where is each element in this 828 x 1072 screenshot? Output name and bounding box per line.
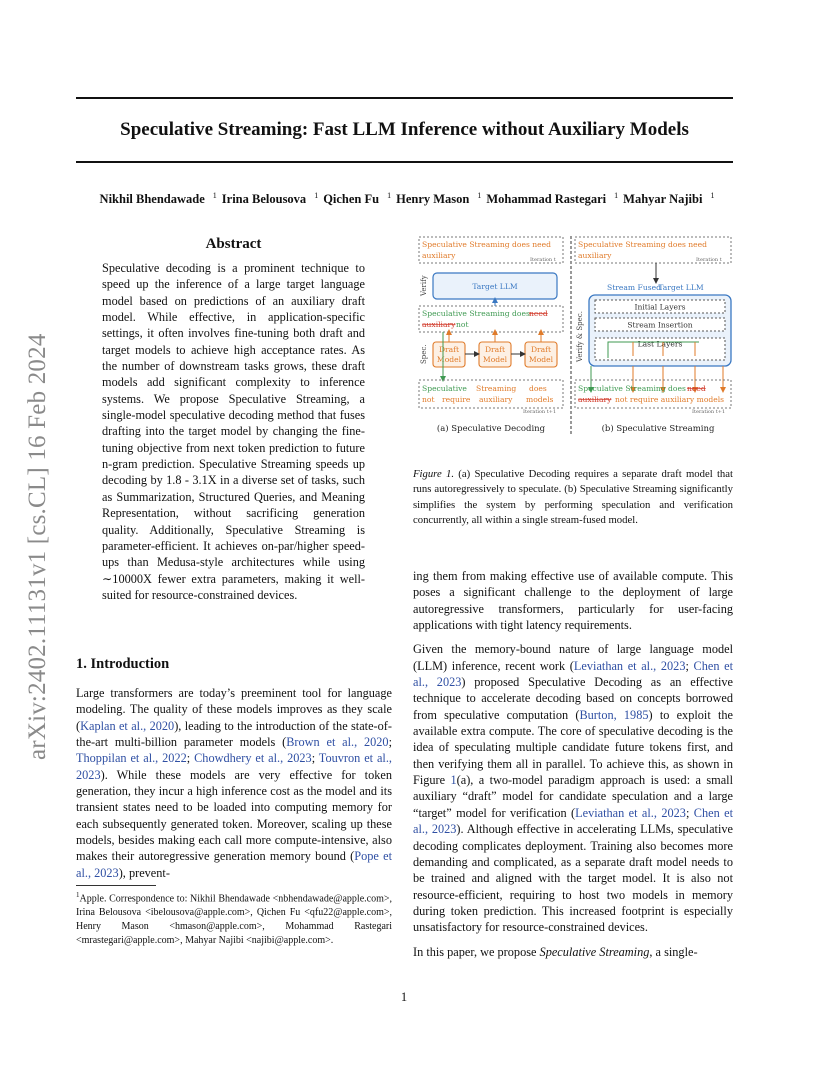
panel-a (419, 237, 563, 434)
svg-text:Model: Model (482, 355, 508, 364)
panel-a-iteration-top: Iteration t (530, 257, 556, 263)
right-paragraph-1: ing them from making effective use of available compute. This poses a significant challenge to the deployment of large autoregressive transformers, particularly for user-facing applications with tight latency requirements. (413, 569, 733, 633)
svg-text:Draft: Draft (438, 345, 460, 354)
initial-layers-label: Initial Layers (634, 302, 686, 312)
author-affiliation-mark: 1 (314, 191, 319, 200)
svg-text:Model: Model (528, 355, 554, 364)
panel-a-mid-text-1: Speculative Streaming does (422, 309, 530, 318)
figure-1-diagram (413, 232, 735, 442)
abstract-text: Speculative decoding is a prominent technique to speed up the inference of a large target language model based on predictions of an auxiliary draft model. While effective, in application-specific settings, it often involves fine-tuning both draft and target models to achieve high acceptance rates. As the number of downstream tasks grows, these draft models add significant complexity to inference systems. We propose Speculative Streaming, a single-model speculative decoding method that fuses drafting into the target model by changing the fine-tuning objective from next token prediction to future n-gram prediction. Speculative Streaming speeds up decoding by 1.8 - 3.1X in a diverse set of tasks, such as Summarization, Structured Queries, and Meaning Representation, without sacrificing generation quality. Additionally, Speculative Streaming is parameter-efficient. It achieves on-par/higher speed-ups than Medusa-style architectures while using ∼10000X fewer extra parameters, making it well-suited for resource-constrained devices. (102, 261, 365, 602)
panel-a-bottom-word-5: require (442, 395, 471, 404)
author-affiliation-mark: 1 (710, 191, 715, 200)
text-run: ) proposed Speculative Decoding as an effective technique to accelerate decoding based on concepts borrowed from speculative computation ( (413, 675, 733, 722)
footnote-rule (76, 885, 156, 886)
panel-b-top-text-1: Speculative Streaming does need (578, 240, 708, 249)
citation-link[interactable]: Brown et al., 2020 (286, 735, 389, 750)
panel-a-bottom-word-3: does (529, 384, 547, 393)
footnote (76, 889, 392, 948)
paper-title: Speculative Streaming: Fast LLM Inference without Auxiliary Models (120, 119, 689, 140)
arxiv-stamp (20, 290, 52, 760)
panel-a-mid-text-2: not (456, 320, 469, 329)
stream-insertion-label: Stream Insertion (627, 320, 693, 330)
panel-a-bottom-word-6: auxiliary (479, 395, 513, 404)
section-heading-introduction: 1. Introduction (76, 656, 170, 672)
panel-a-bottom-word-1: Speculative (422, 384, 467, 393)
panel-a-spec-label: Spec. (420, 344, 428, 364)
panel-b-model-title-1: Stream Fused (607, 283, 661, 292)
panel-b (575, 237, 731, 434)
author-affiliation-mark: 1 (212, 191, 217, 200)
figure-label: Figure 1. (413, 468, 454, 480)
page-number: 1 (400, 990, 408, 1004)
top-rule (76, 97, 733, 99)
citation-link[interactable]: Thoppilan et al., 2022 (76, 751, 187, 766)
footnote-mark: 1 (76, 891, 80, 899)
panel-a-target-llm-label: Target LLM (472, 282, 518, 291)
citation-link[interactable]: Chen et al., 2023 (413, 805, 733, 837)
panel-b-bottom-text-2: not require auxiliary models (615, 395, 725, 404)
author-name: Irina Belousova (221, 192, 307, 207)
citation-link[interactable]: Leviathan et al., 2023 (573, 658, 686, 673)
panel-b-bottom-text-1: Speculative Streaming does (578, 384, 686, 393)
author-list (76, 191, 733, 207)
panel-a-iteration-bottom: Iteration t+1 (523, 409, 557, 415)
figure-1 (413, 232, 735, 442)
panel-a-mid-strike-1: need (529, 309, 548, 318)
abstract-heading: Abstract (205, 236, 262, 252)
text-run: ; (388, 735, 392, 750)
panel-b-side-label: Verify & Spec. (576, 311, 584, 362)
citation-link[interactable]: Kaplan et al., 2020 (80, 718, 175, 733)
panel-a-bottom-word-2: Streaming (476, 384, 517, 393)
panel-a-verify-label: Verify (420, 275, 428, 296)
panel-b-bottom-strike-2: auxiliary (578, 395, 612, 404)
panel-b-iteration-top: Iteration t (696, 257, 722, 263)
panel-b-model-title-2: Target LLM (658, 283, 704, 292)
author-affiliation-mark: 1 (387, 191, 392, 200)
figure-1-caption (413, 467, 733, 529)
title-rule (76, 161, 733, 163)
draft-model-2 (479, 342, 511, 367)
citation-link[interactable]: Touvron et al., 2023 (76, 751, 392, 782)
panel-a-bottom-word-4: not (422, 395, 435, 404)
p3-emphasis: Speculative Streaming (539, 944, 650, 959)
text-run: ; (685, 658, 694, 673)
author-name: Nikhil Bhendawade (99, 192, 205, 207)
citation-link[interactable]: Burton, 1985 (579, 707, 649, 722)
citation-link[interactable]: 1 (450, 773, 457, 788)
text-run: ), leading to the introduction of the state-of-the-art multi-billion parameter models ( (76, 718, 392, 750)
draft-model-3 (525, 342, 557, 367)
panel-a-top-text-2: auxiliary (422, 251, 456, 260)
text-run: ) to exploit the available extra compute. The core of speculative decoding is the idea of speculating multiple candidate future tokens first, and then verifying them all in parallel. To achieve this, as shown in Figure (413, 707, 733, 788)
arxiv-stamp-text: arXiv:2402.11131v1 [cs.CL] 16 Feb 2024 (24, 333, 51, 760)
text-run: ). While these models are very effective for token generation, they incur a high inference cost as the model and its transient states need to be loaded into computing memory for each subsequently generated token. Moreover, scaling up these models, besides making each call more compute-intensive, also makes their autoregressive generation memory bound ( (76, 767, 392, 864)
panel-a-mid-strike-2: auxiliary (422, 320, 456, 329)
text-run: Large transformers are today’s preeminent tool for language modeling. The quality of these models improves as they scale ( (76, 686, 392, 733)
draft-model-1 (433, 342, 465, 367)
right-column-body (413, 568, 733, 968)
citation-link[interactable]: Pope et al., 2023 (76, 849, 392, 880)
text-run: ; (186, 751, 195, 766)
svg-text:Model: Model (436, 355, 462, 364)
citation-link[interactable]: Chen et al., 2023 (413, 658, 733, 690)
author-name: Qichen Fu (323, 192, 380, 207)
text-run: ). Although effective in accelerating LLMs, speculative decoding complicates deployment. Training also becomes more demanding and complicated, as a separate draft model needs to be trained and aligned with the target model. It is also not resource-efficient, requiring to host two models in memory during token prediction. This increased footprint is especially unsatisfactory for resource-constrained devices. (413, 822, 733, 935)
svg-text:Draft: Draft (530, 345, 552, 354)
p3-after: , a single- (649, 944, 698, 959)
citation-link[interactable]: Chowdhery et al., 2023 (194, 751, 312, 766)
text-run: Given the memory-bound nature of large language model (LLM) inference, recent work ( (413, 642, 733, 673)
author-name: Henry Mason (396, 192, 470, 207)
author-name: Mohammad Rastegari (486, 192, 607, 207)
panel-a-caption: (a) Speculative Decoding (436, 424, 546, 434)
footnote-text: Apple. Correspondence to: Nikhil Bhendawade <nbhendawade@apple.com>, Irina Belousova <ibelousova@apple.com>, Qichen Fu <qfu22@apple.com>, Henry Mason <hmason@apple.com>, Mohammad Rastegari <mrastegari@apple.com>, Mahyar Najibi <najibi@apple.com>. (76, 893, 392, 946)
text-run: (a), a two-model paradigm approach is used: a small auxiliary “draft” model for candidate speculation and a large “target” model for verification ( (413, 773, 733, 820)
author-name: Mahyar Najibi (623, 192, 703, 207)
abstract-body (102, 260, 365, 603)
right-paragraph-2 (413, 641, 733, 935)
text-run: ; (685, 805, 694, 820)
introduction-body (76, 685, 392, 881)
introduction-paragraph (76, 685, 392, 881)
text-run: ; (311, 751, 319, 766)
panel-b-iteration-bottom: Iteration t+1 (692, 409, 726, 415)
panel-b-top-text-2: auxiliary (578, 251, 612, 260)
last-layers-label: Last Layers (637, 339, 683, 349)
right-paragraph-3 (413, 944, 733, 960)
panel-a-bottom-word-7: models (526, 395, 554, 404)
text-run: ), prevent- (118, 865, 170, 880)
author-affiliation-mark: 1 (614, 191, 619, 200)
author-affiliation-mark: 1 (477, 191, 482, 200)
panel-b-bottom-strike-1: need (687, 384, 706, 393)
citation-link[interactable]: Leviathan et al., 2023 (575, 805, 686, 820)
p3-before: In this paper, we propose (413, 944, 540, 959)
svg-text:Draft: Draft (484, 345, 506, 354)
panel-a-top-text-1: Speculative Streaming does need (422, 240, 552, 249)
panel-b-caption: (b) Speculative Streaming (601, 424, 715, 434)
figure-caption-text: (a) Speculative Decoding requires a separate draft model that runs autoregressively to speculate. (b) Speculative Streaming significantly simplifies the system by performing speculation and verification concurrently, all within a single stream-fused model. (413, 468, 733, 527)
